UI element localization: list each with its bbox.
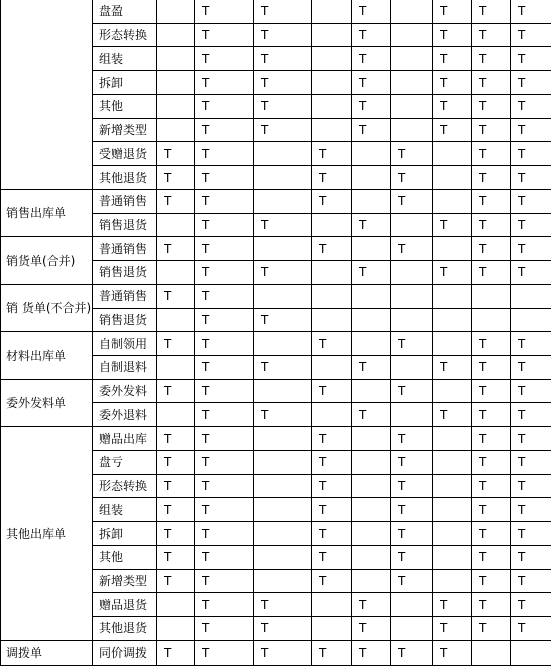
flag-cell: T: [195, 545, 254, 569]
flag-cell: T: [352, 47, 391, 71]
flag-cell: [157, 213, 195, 237]
flag-cell: [391, 308, 433, 332]
flag-cell: T: [254, 71, 312, 95]
flag-cell: [511, 284, 551, 308]
flag-cell: [352, 308, 391, 332]
flag-cell: T: [157, 284, 195, 308]
flag-cell: [433, 308, 472, 332]
flag-cell: [157, 0, 195, 23]
flag-cell: [511, 640, 551, 665]
table-row: [1, 0, 551, 23]
flag-cell: [352, 545, 391, 569]
flag-cell: T: [195, 94, 254, 118]
business-type-cell: 拆卸: [93, 522, 157, 546]
flag-cell: T: [472, 213, 511, 237]
flag-cell: [511, 308, 551, 332]
document-type-cell: [1, 0, 93, 189]
flag-cell: T: [472, 0, 511, 23]
flag-cell: [157, 94, 195, 118]
table-row: [1, 640, 551, 665]
flag-cell: T: [195, 427, 254, 451]
flag-cell: T: [195, 166, 254, 190]
flag-cell: [312, 593, 352, 617]
flag-cell: T: [352, 71, 391, 95]
business-type-cell: 拆卸: [93, 71, 157, 95]
flag-cell: T: [195, 71, 254, 95]
flag-cell: [312, 284, 352, 308]
flag-cell: [352, 498, 391, 522]
flag-cell: T: [195, 47, 254, 71]
flag-cell: T: [511, 166, 551, 190]
flag-cell: [391, 0, 433, 23]
flag-cell: T: [195, 189, 254, 213]
flag-cell: [157, 593, 195, 617]
flag-cell: T: [472, 71, 511, 95]
business-type-cell: 其他退货: [93, 617, 157, 641]
flag-cell: T: [511, 474, 551, 498]
flag-cell: T: [511, 379, 551, 403]
flag-cell: T: [157, 237, 195, 261]
flag-cell: T: [472, 189, 511, 213]
flag-cell: T: [472, 403, 511, 427]
flag-cell: T: [195, 474, 254, 498]
flag-cell: T: [195, 213, 254, 237]
flag-cell: T: [391, 142, 433, 166]
flag-cell: T: [511, 569, 551, 593]
flag-cell: T: [195, 617, 254, 641]
flag-cell: [312, 617, 352, 641]
flag-cell: T: [195, 237, 254, 261]
flag-cell: T: [472, 23, 511, 47]
flag-cell: [254, 142, 312, 166]
flag-cell: T: [472, 427, 511, 451]
flag-cell: [157, 617, 195, 641]
flag-cell: T: [391, 498, 433, 522]
flag-cell: [312, 71, 352, 95]
flag-cell: T: [254, 308, 312, 332]
business-type-cell: 新增类型: [93, 569, 157, 593]
flag-cell: [157, 356, 195, 380]
flag-cell: T: [511, 0, 551, 23]
flag-cell: T: [511, 47, 551, 71]
flag-cell: [472, 640, 511, 665]
flag-cell: [391, 403, 433, 427]
flag-cell: T: [472, 498, 511, 522]
document-type-cell: 调拨单: [1, 640, 93, 665]
flag-cell: T: [433, 94, 472, 118]
business-type-cell: 组装: [93, 47, 157, 71]
flag-cell: T: [312, 450, 352, 474]
flag-cell: T: [511, 118, 551, 142]
business-type-cell: 普通销售: [93, 189, 157, 213]
table-row: [1, 427, 551, 451]
document-type-cell: 销 货单(不合并): [1, 284, 93, 331]
flag-cell: [254, 569, 312, 593]
business-type-cell: 形态转换: [93, 474, 157, 498]
flag-cell: [433, 545, 472, 569]
flag-cell: T: [433, 617, 472, 641]
flag-cell: T: [433, 213, 472, 237]
flag-cell: T: [472, 237, 511, 261]
flag-cell: T: [195, 284, 254, 308]
flag-cell: [254, 166, 312, 190]
flag-cell: [391, 213, 433, 237]
flag-cell: T: [157, 427, 195, 451]
flag-cell: T: [195, 640, 254, 665]
table-row: [1, 379, 551, 403]
document-type-cell: 材料出库单: [1, 332, 93, 379]
flag-cell: T: [472, 142, 511, 166]
business-type-cell: 同价调拨: [93, 640, 157, 665]
flag-cell: [157, 71, 195, 95]
business-type-cell: 盘亏: [93, 450, 157, 474]
flag-cell: [254, 379, 312, 403]
flag-cell: [352, 166, 391, 190]
flag-cell: T: [352, 118, 391, 142]
flag-cell: T: [312, 142, 352, 166]
flag-cell: T: [511, 332, 551, 356]
flag-cell: [433, 189, 472, 213]
flag-cell: [472, 284, 511, 308]
flag-cell: T: [511, 142, 551, 166]
flag-cell: T: [157, 498, 195, 522]
flag-cell: T: [511, 94, 551, 118]
flag-cell: [157, 261, 195, 285]
flag-cell: [433, 237, 472, 261]
business-type-cell: 新增类型: [93, 118, 157, 142]
flag-cell: T: [472, 545, 511, 569]
flag-cell: [352, 142, 391, 166]
flag-cell: T: [511, 189, 551, 213]
flag-cell: [391, 617, 433, 641]
flag-cell: [352, 427, 391, 451]
flag-cell: T: [254, 593, 312, 617]
business-type-cell: 销售退货: [93, 213, 157, 237]
flag-cell: T: [195, 332, 254, 356]
flag-cell: T: [511, 403, 551, 427]
flag-cell: [433, 142, 472, 166]
flag-cell: T: [352, 94, 391, 118]
flag-cell: [157, 308, 195, 332]
flag-cell: T: [511, 427, 551, 451]
flag-cell: [433, 332, 472, 356]
flag-cell: [391, 47, 433, 71]
flag-cell: [352, 450, 391, 474]
business-type-cell: 委外退料: [93, 403, 157, 427]
flag-cell: [433, 450, 472, 474]
flag-cell: T: [254, 213, 312, 237]
flag-cell: T: [254, 23, 312, 47]
flag-cell: T: [157, 379, 195, 403]
flag-cell: [352, 332, 391, 356]
flag-cell: T: [352, 23, 391, 47]
flag-cell: [312, 118, 352, 142]
flag-cell: T: [391, 545, 433, 569]
flag-cell: T: [157, 142, 195, 166]
flag-cell: T: [195, 379, 254, 403]
flag-cell: T: [433, 118, 472, 142]
flag-cell: T: [352, 213, 391, 237]
flag-cell: T: [352, 593, 391, 617]
business-type-cell: 赠品出库: [93, 427, 157, 451]
table-row: [1, 332, 551, 356]
flag-cell: [433, 498, 472, 522]
flag-cell: T: [511, 593, 551, 617]
flag-cell: T: [391, 166, 433, 190]
flag-cell: [433, 474, 472, 498]
flag-cell: T: [195, 498, 254, 522]
flag-cell: T: [312, 498, 352, 522]
business-type-cell: 组装: [93, 498, 157, 522]
flag-cell: [312, 0, 352, 23]
flag-cell: T: [433, 356, 472, 380]
flag-cell: [433, 427, 472, 451]
flag-cell: [391, 23, 433, 47]
flag-cell: T: [433, 640, 472, 665]
business-type-cell: 销售退货: [93, 261, 157, 285]
flag-cell: T: [472, 47, 511, 71]
flag-cell: T: [391, 237, 433, 261]
flag-cell: T: [195, 403, 254, 427]
flag-cell: T: [312, 522, 352, 546]
flag-cell: T: [391, 427, 433, 451]
flag-cell: [312, 213, 352, 237]
flag-cell: T: [472, 94, 511, 118]
flag-cell: T: [433, 261, 472, 285]
flag-cell: T: [391, 522, 433, 546]
flag-cell: T: [195, 118, 254, 142]
business-type-cell: 受赠退货: [93, 142, 157, 166]
flag-cell: T: [195, 261, 254, 285]
flag-cell: T: [472, 522, 511, 546]
flag-cell: [391, 356, 433, 380]
flag-cell: T: [352, 0, 391, 23]
table-row: [1, 284, 551, 308]
flag-cell: T: [312, 237, 352, 261]
document-type-cell: 委外发料单: [1, 379, 93, 426]
flag-cell: [254, 450, 312, 474]
flag-cell: T: [312, 166, 352, 190]
flag-cell: [157, 403, 195, 427]
business-type-cell: 普通销售: [93, 284, 157, 308]
flag-cell: T: [195, 569, 254, 593]
flag-cell: T: [472, 474, 511, 498]
flag-cell: T: [157, 332, 195, 356]
flag-cell: T: [391, 379, 433, 403]
business-type-cell: 其他: [93, 94, 157, 118]
flag-cell: [433, 522, 472, 546]
flag-cell: [433, 379, 472, 403]
flag-cell: T: [195, 450, 254, 474]
flag-cell: [157, 118, 195, 142]
flag-cell: T: [157, 189, 195, 213]
flag-cell: T: [157, 522, 195, 546]
flag-cell: T: [195, 0, 254, 23]
flag-cell: T: [352, 640, 391, 665]
flag-cell: T: [254, 94, 312, 118]
flag-cell: T: [312, 474, 352, 498]
flag-cell: [352, 522, 391, 546]
flag-cell: T: [352, 403, 391, 427]
business-type-cell: 赠品退货: [93, 593, 157, 617]
flag-cell: T: [511, 498, 551, 522]
flag-cell: T: [433, 23, 472, 47]
flag-cell: T: [195, 356, 254, 380]
flag-cell: [254, 189, 312, 213]
flag-cell: T: [472, 166, 511, 190]
table-body: [1, 0, 551, 665]
business-type-cell: 其他: [93, 545, 157, 569]
table-row: [1, 189, 551, 213]
flag-cell: T: [511, 545, 551, 569]
document-type-cell: 销货单(合并): [1, 237, 93, 284]
flag-cell: [352, 379, 391, 403]
flag-cell: T: [391, 474, 433, 498]
flag-cell: T: [511, 450, 551, 474]
flag-cell: T: [391, 332, 433, 356]
flag-cell: [254, 284, 312, 308]
flag-cell: [254, 522, 312, 546]
business-type-cell: 其他退货: [93, 166, 157, 190]
flag-cell: T: [391, 450, 433, 474]
flag-cell: T: [195, 593, 254, 617]
flag-cell: T: [254, 640, 312, 665]
flag-cell: T: [511, 71, 551, 95]
flag-cell: T: [195, 522, 254, 546]
flag-cell: [157, 47, 195, 71]
flag-cell: T: [312, 332, 352, 356]
flag-cell: T: [157, 166, 195, 190]
flag-cell: T: [472, 356, 511, 380]
flag-cell: T: [157, 569, 195, 593]
flag-cell: T: [391, 569, 433, 593]
flag-cell: [312, 94, 352, 118]
flag-cell: T: [352, 261, 391, 285]
flag-cell: [254, 498, 312, 522]
flag-cell: T: [511, 617, 551, 641]
flag-cell: [433, 284, 472, 308]
flag-cell: [312, 47, 352, 71]
document-type-cell: 其他出库单: [1, 427, 93, 641]
flag-cell: [352, 474, 391, 498]
flag-cell: T: [254, 617, 312, 641]
flag-cell: [352, 569, 391, 593]
flag-cell: T: [312, 379, 352, 403]
flag-cell: [254, 474, 312, 498]
flag-cell: T: [472, 450, 511, 474]
flag-cell: T: [254, 47, 312, 71]
flag-cell: T: [254, 118, 312, 142]
business-type-cell: 盘盈: [93, 0, 157, 23]
flag-cell: T: [195, 142, 254, 166]
flag-cell: [352, 284, 391, 308]
flag-cell: T: [254, 261, 312, 285]
flag-cell: T: [511, 522, 551, 546]
flag-cell: [157, 23, 195, 47]
flag-cell: T: [312, 427, 352, 451]
table-row: [1, 237, 551, 261]
flag-cell: [352, 237, 391, 261]
flag-cell: T: [433, 71, 472, 95]
flag-cell: T: [511, 261, 551, 285]
flag-cell: [312, 261, 352, 285]
flag-cell: [312, 308, 352, 332]
flag-cell: T: [157, 450, 195, 474]
flag-cell: [433, 569, 472, 593]
flag-cell: T: [472, 379, 511, 403]
flag-cell: T: [472, 569, 511, 593]
flag-cell: [352, 189, 391, 213]
flag-cell: [312, 23, 352, 47]
flag-cell: T: [433, 0, 472, 23]
flag-cell: T: [511, 213, 551, 237]
flag-cell: T: [254, 403, 312, 427]
flag-cell: T: [312, 640, 352, 665]
business-type-cell: 自制领用: [93, 332, 157, 356]
flag-cell: [391, 118, 433, 142]
flag-cell: T: [391, 640, 433, 665]
flag-cell: T: [157, 640, 195, 665]
flag-cell: [391, 284, 433, 308]
flag-cell: [391, 593, 433, 617]
flag-cell: T: [312, 545, 352, 569]
flag-cell: T: [312, 189, 352, 213]
flag-cell: T: [157, 545, 195, 569]
flag-cell: T: [254, 0, 312, 23]
business-type-cell: 销售退货: [93, 308, 157, 332]
business-type-cell: 委外发料: [93, 379, 157, 403]
business-type-cell: 形态转换: [93, 23, 157, 47]
flag-cell: T: [472, 617, 511, 641]
flag-cell: T: [472, 261, 511, 285]
flag-cell: T: [352, 356, 391, 380]
flag-cell: [254, 237, 312, 261]
business-type-cell: 普通销售: [93, 237, 157, 261]
flag-cell: [391, 94, 433, 118]
flag-cell: T: [433, 593, 472, 617]
document-type-cell: 销售出库单: [1, 189, 93, 236]
flag-cell: T: [511, 23, 551, 47]
flag-cell: T: [312, 569, 352, 593]
flag-cell: T: [511, 237, 551, 261]
flag-cell: [391, 261, 433, 285]
flag-cell: [391, 71, 433, 95]
flag-cell: [433, 166, 472, 190]
flag-cell: T: [391, 189, 433, 213]
flag-cell: [254, 332, 312, 356]
flag-cell: T: [433, 47, 472, 71]
flag-cell: T: [254, 356, 312, 380]
flag-cell: [472, 308, 511, 332]
flag-cell: T: [195, 308, 254, 332]
flag-cell: T: [472, 593, 511, 617]
flag-cell: T: [195, 23, 254, 47]
flag-cell: [312, 403, 352, 427]
flag-cell: T: [157, 474, 195, 498]
flag-cell: T: [511, 356, 551, 380]
flag-cell: T: [433, 403, 472, 427]
flag-cell: T: [352, 617, 391, 641]
flag-cell: T: [472, 118, 511, 142]
business-type-cell: 自制退料: [93, 356, 157, 380]
flag-cell: [254, 545, 312, 569]
flag-cell: [312, 356, 352, 380]
flag-cell: T: [472, 332, 511, 356]
flag-cell: [254, 427, 312, 451]
